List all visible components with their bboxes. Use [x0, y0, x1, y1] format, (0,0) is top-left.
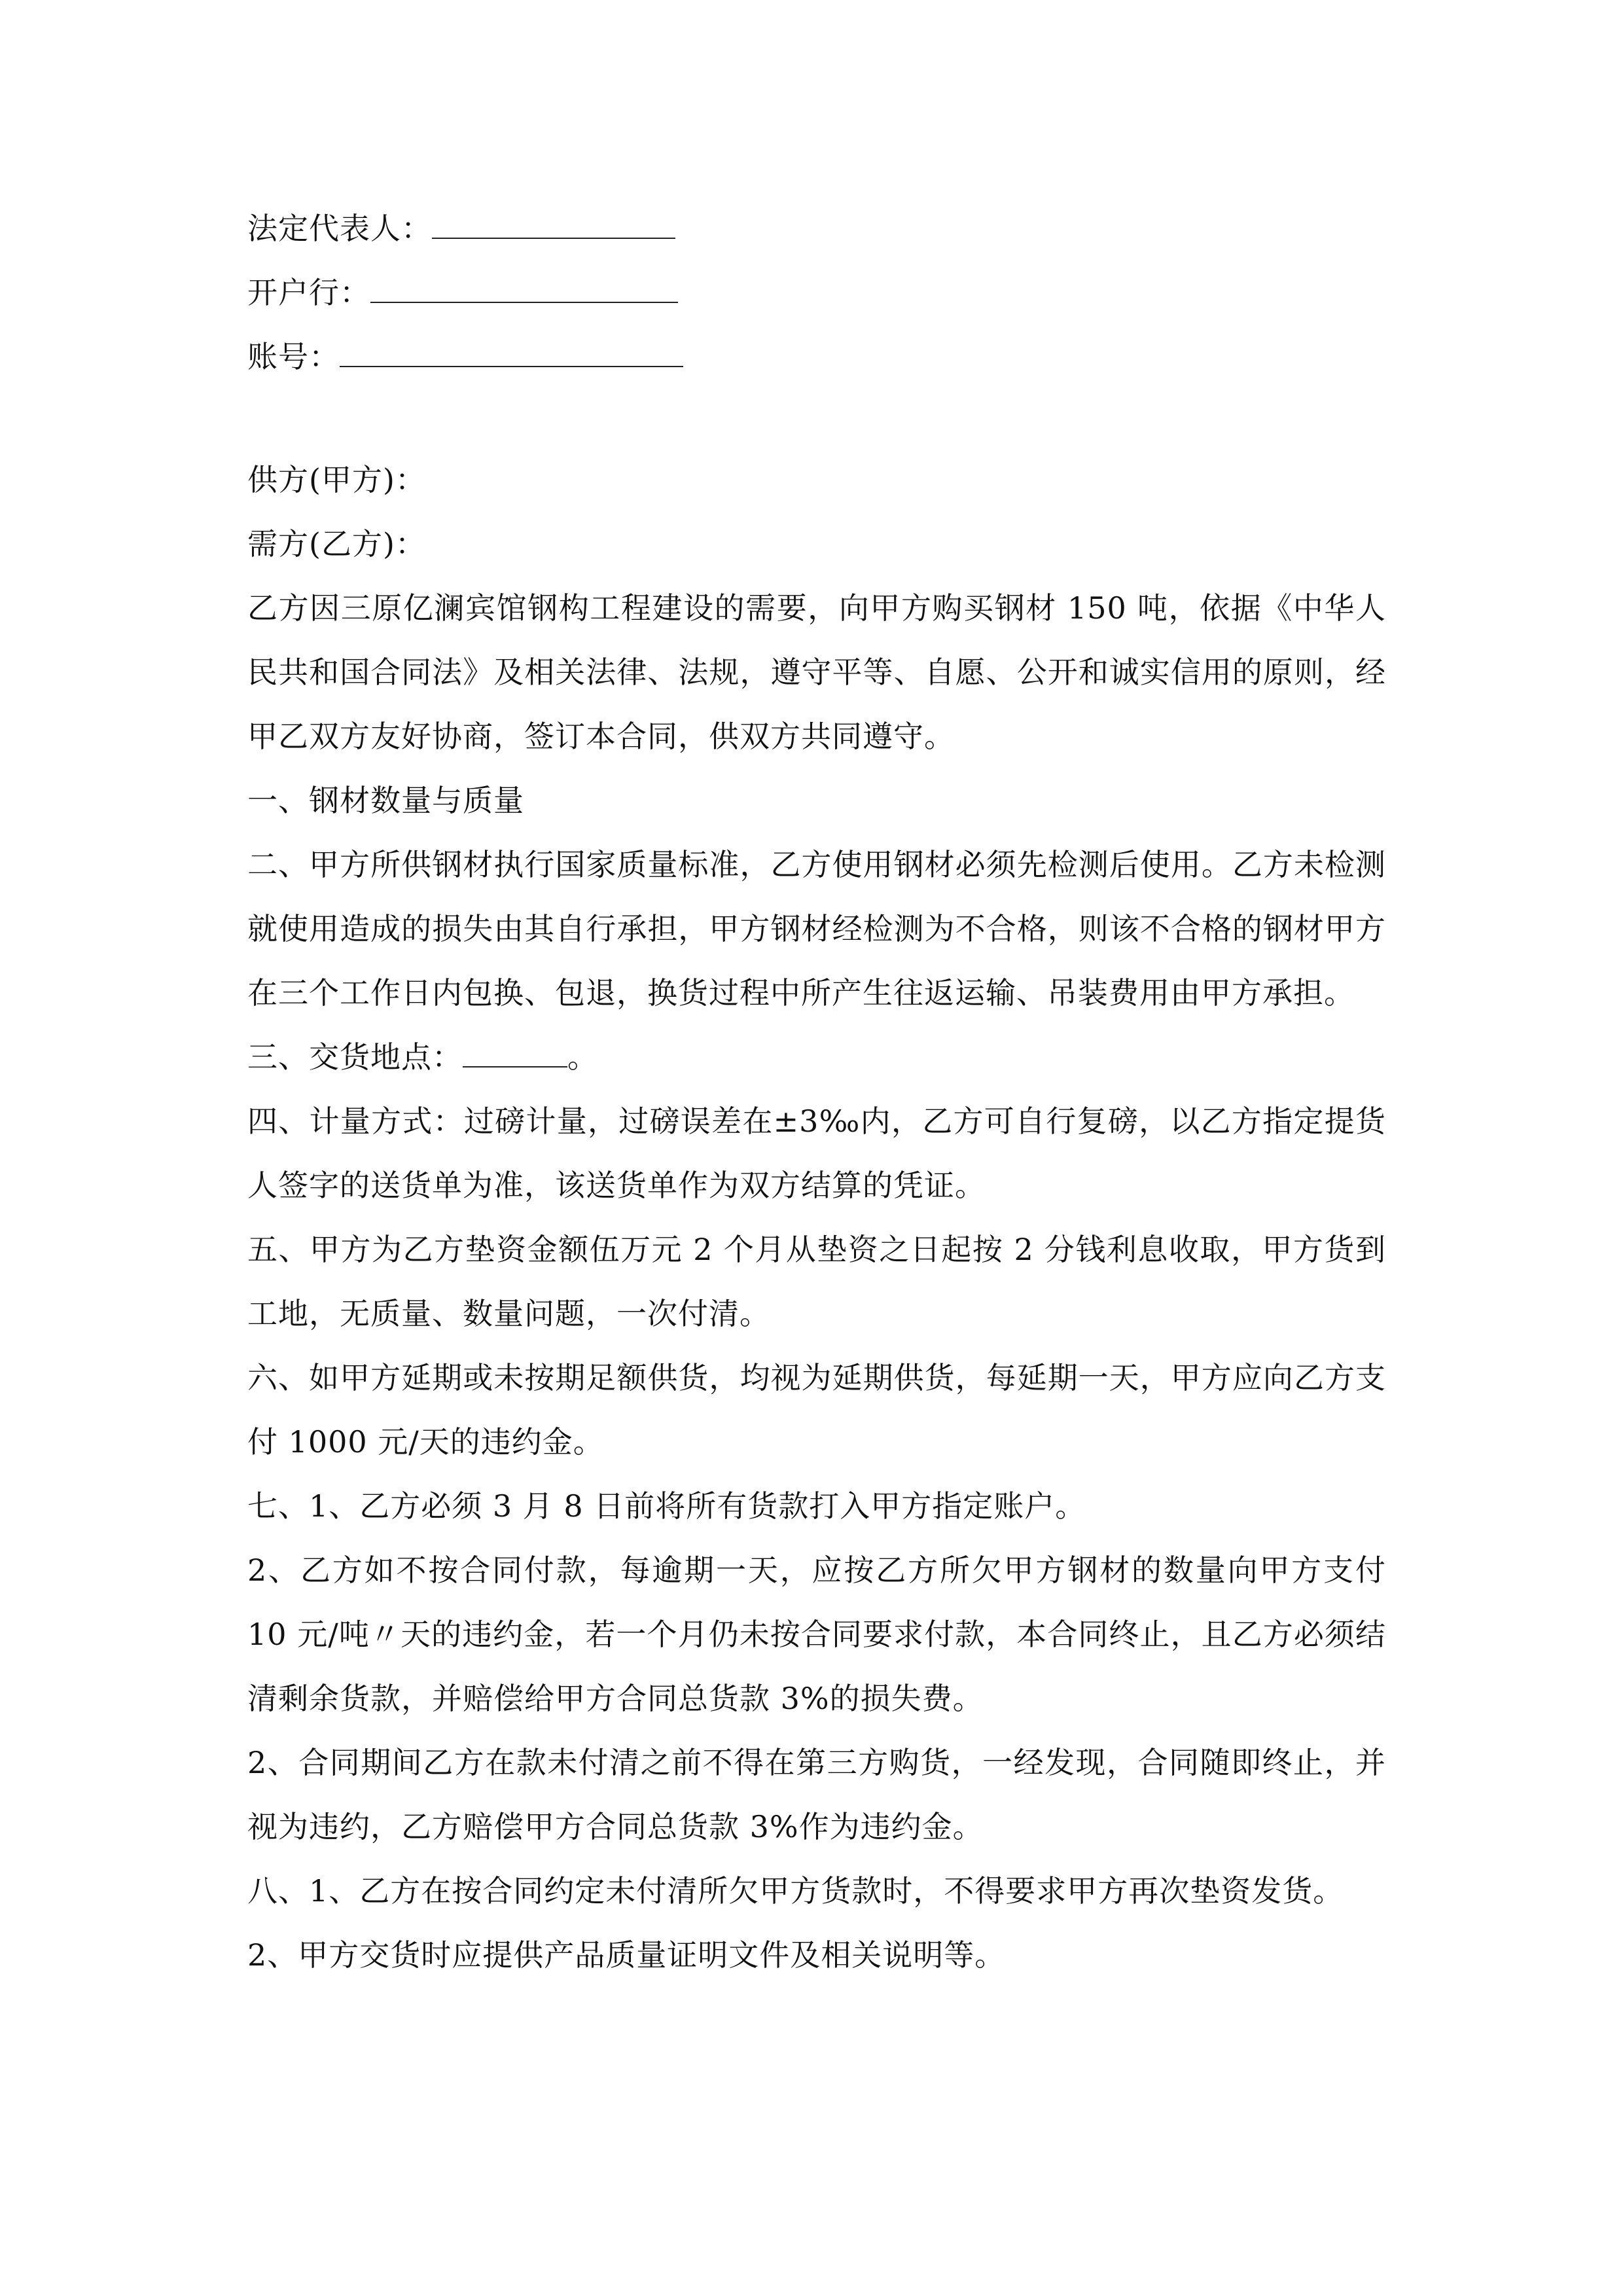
- clause-7-3: 2、合同期间乙方在款未付清之前不得在第三方购货，一经发现，合同随即终止，并视为违约，乙方赔偿甲方合同总货款 3%作为违约金。: [247, 1745, 1386, 1844]
- bank-label: 开户行：: [247, 275, 370, 310]
- clause-2: 二、甲方所供钢材执行国家质量标准，乙方使用钢材必须先检测后使用。乙方未检测就使用造成的损失由其自行承担，甲方钢材经检测为不合格，则该不合格的钢材甲方在三个工作日内包换、包退，换货过程中所产生往返运输、吊装费用由甲方承担。: [247, 847, 1386, 1011]
- clause-5: 五、甲方为乙方垫资金额伍万元 2 个月从垫资之日起按 2 分钱利息收取，甲方货到工地，无质量、数量问题，一次付清。: [247, 1232, 1386, 1331]
- clause-3-suffix: 。: [567, 1039, 598, 1075]
- account-blank[interactable]: [340, 340, 683, 367]
- supplier-party: 供方(甲方)：: [247, 462, 426, 497]
- legal-rep-label: 法定代表人：: [247, 211, 432, 246]
- buyer-party: 需方(乙方)：: [247, 526, 426, 562]
- clause-4: 四、计量方式：过磅计量，过磅误差在±3‰内，乙方可自行复磅，以乙方指定提货人签字的送货单为准，该送货单作为双方结算的凭证。: [247, 1103, 1386, 1203]
- clause-3-prefix: 三、交货地点：: [247, 1039, 463, 1075]
- bank-field: [247, 260, 1386, 325]
- clause-8-2: 2、甲方交货时应提供产品质量证明文件及相关说明等。: [247, 1937, 1006, 1973]
- delivery-place-blank[interactable]: [463, 1040, 567, 1067]
- clause-7-1: 七、1、乙方必须 3 月 8 日前将所有货款打入甲方指定账户。: [247, 1488, 1086, 1524]
- clause-6: 六、如甲方延期或未按期足额供货，均视为延期供货，每延期一天，甲方应向乙方支付 1000 元/天的违约金。: [247, 1360, 1386, 1460]
- clause-1: 一、钢材数量与质量: [247, 783, 524, 818]
- clause-8-1: 八、1、乙方在按合同约定未付清所欠甲方货款时，不得要求甲方再次垫资发货。: [247, 1873, 1344, 1909]
- clause-3: [247, 1025, 1386, 1089]
- account-field: [247, 325, 1386, 389]
- clause-7-2: 2、乙方如不按合同付款，每逾期一天，应按乙方所欠甲方钢材的数量向甲方支付 10 元/吨〃天的违约金，若一个月仍未按合同要求付款，本合同终止，且乙方必须结清剩余货款，并赔偿给甲方合同总货款 3%的损失费。: [247, 1552, 1386, 1716]
- section-gap: [247, 389, 1386, 448]
- legal-rep-blank[interactable]: [432, 211, 675, 239]
- legal-rep-field: [247, 196, 1386, 260]
- intro-paragraph: 乙方因三原亿澜宾馆钢构工程建设的需要，向甲方购买钢材 150 吨，依据《中华人民共和国合同法》及相关法律、法规，遵守平等、自愿、公开和诚实信用的原则，经甲乙双方友好协商，签订本合同，供双方共同遵守。: [247, 590, 1386, 754]
- account-label: 账号：: [247, 339, 340, 374]
- bank-blank[interactable]: [370, 276, 678, 303]
- document-body: [247, 196, 1386, 1987]
